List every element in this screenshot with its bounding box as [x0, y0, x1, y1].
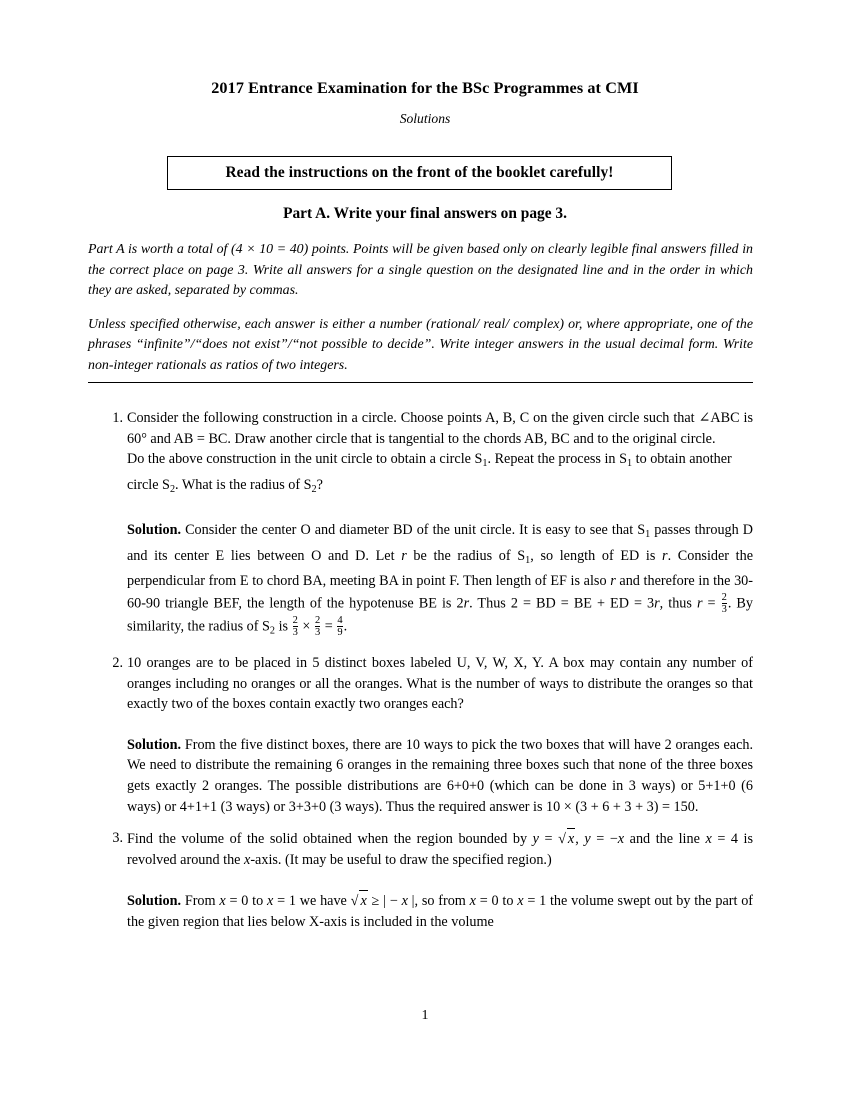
denominator: 9: [337, 627, 343, 639]
math-var: r: [401, 547, 407, 564]
problem-solution-3: [127, 890, 753, 932]
problem-statement-3: [127, 828, 753, 870]
math-var: x: [517, 893, 524, 910]
numerator: 2: [314, 614, 321, 626]
seg: = 0 to: [475, 893, 518, 910]
seg: ×: [298, 618, 314, 635]
seg: . Thus 2 = BD = BE + ED = 3: [469, 595, 655, 612]
numerator: 2: [721, 591, 727, 603]
math-var: x: [244, 851, 251, 868]
problem-number-1: 1.: [112, 410, 123, 426]
subscript: 2: [311, 483, 317, 495]
seg: . Repeat the process in S: [487, 451, 627, 468]
math-var: x: [219, 893, 226, 910]
radical-sign: √: [558, 831, 566, 848]
problem-list: [105, 408, 753, 944]
seg: ?: [316, 476, 323, 493]
math-var: r: [463, 595, 470, 612]
seg: ≥ | −: [367, 893, 402, 910]
seg: .: [343, 618, 348, 635]
seg: , thus: [659, 595, 697, 612]
seg: . Consider the perpendicular from E to chord BA, meeting BA in point F. Then length of EF is also: [127, 547, 753, 589]
numerator: 4: [337, 614, 343, 626]
seg: ,: [575, 831, 585, 848]
seg: =: [538, 831, 559, 848]
denominator: 3: [314, 627, 321, 639]
subscript: 1: [626, 458, 633, 470]
math-var: y: [584, 831, 591, 848]
solution-label: Solution.: [127, 736, 182, 753]
math-var: x: [617, 831, 625, 848]
seg: passes through D and its center E lies between O and D. Let: [127, 522, 754, 564]
denominator: 3: [292, 627, 298, 639]
seg: and therefore in the 30-60-90 triangle BEF, the length of the hypotenuse BE is 2: [127, 573, 753, 612]
math-var: x: [705, 831, 712, 848]
subscript: 2: [169, 483, 176, 495]
math-var: x: [469, 893, 476, 910]
problem-statement-1-text: Consider the following construction in a circle. Choose points A, B, C on the given circle such that ∠ABC is 60° and AB = BC. Draw another circle that is tangential to the chords AB, BC and to the original circle.: [127, 410, 753, 447]
problem-item-2: [105, 653, 753, 817]
solution-label: Solution.: [127, 893, 182, 910]
page-title: 2017 Entrance Examination for the BSc Programmes at CMI: [211, 79, 639, 97]
math-var: r: [696, 595, 703, 612]
radical-sign: √: [350, 893, 359, 910]
problem-statement-2: 10 oranges are to be placed in 5 distinct boxes labeled U, V, W, X, Y. A box may contain any number of oranges including no oranges or all the oranges. What is the number of ways to distribute the oranges so that exactly two of the boxes contain exactly two oranges each?: [127, 655, 753, 713]
instructions-paragraph-2: Unless specified otherwise, each answer is either a number (rational/ real/ complex) or, where appropriate, one of the phrases “infinite”/“does not exist”/“not possible to decide”. Write integer answers in the usual decimal form. Write non-integer rationals as ratios of two integers.: [88, 316, 753, 373]
subscript: 1: [645, 528, 651, 540]
problem-item-3: [105, 828, 753, 932]
math-var: x: [401, 893, 408, 910]
problem-number-3: 3.: [112, 830, 123, 847]
math-var: x: [567, 828, 575, 850]
seg: Find the volume of the solid obtained when the region bounded by: [127, 831, 533, 848]
solution-text: From the five distinct boxes, there are 10 ways to pick the two boxes that will have 2 oranges each. We need to distribute the remaining 6 oranges in the remaining three boxes such that none of the three boxes gets exactly 2 oranges. The possible distributions are 6+0+0 (which can be done in 3 ways) or 5+1+0 (6 ways) or 4+1+1 (3 ways) or 3+3+0 (3 ways). Thus the required answer is 10 × (3 + 6 + 3 + 3) = 150.: [127, 736, 754, 815]
solution-label: Solution.: [127, 522, 182, 539]
seg: Consider the center O and diameter BD of the unit circle. It is easy to see that S: [185, 522, 646, 539]
denominator: 3: [721, 603, 727, 615]
math-var: x: [266, 893, 274, 910]
document-subtitle: Solutions: [399, 111, 451, 126]
seg: to obtain another circle S: [127, 451, 732, 493]
numerator: 2: [292, 614, 298, 626]
problem-solution-2: [127, 735, 753, 817]
seg: Do the above construction in the unit circle to obtain a circle S: [127, 451, 483, 468]
problem-statement-1: [127, 408, 753, 449]
subscript: 1: [482, 458, 488, 470]
seg: be the radius of S: [406, 547, 526, 564]
problem-statement-1b: [127, 449, 753, 500]
seg: =: [321, 618, 337, 635]
subscript: 2: [269, 625, 276, 637]
math-var: x: [359, 890, 367, 912]
problem-item-1: [105, 408, 753, 642]
part-a-heading: Part A. Write your final answers on page 3.: [283, 205, 567, 222]
seg: |, so from: [407, 893, 470, 910]
seg: = 1 we have: [273, 893, 351, 910]
page-number: 1: [421, 1008, 429, 1023]
instruction-notice-text: Read the instructions on the front of the booklet carefully!: [225, 164, 614, 181]
problem-number-2: 2.: [112, 655, 123, 672]
seg: and the line: [624, 831, 706, 848]
problem-solution-1: [127, 520, 753, 642]
seg: From: [184, 893, 220, 910]
seg: . By similarity, the radius of S: [127, 595, 753, 635]
math-var: r: [654, 595, 660, 612]
fraction-two-thirds: [722, 592, 727, 615]
seg: = 1 the volume swept out by the part of the given region that lies below X-axis is included in the volume: [127, 893, 754, 930]
seg: = −: [590, 831, 618, 848]
fraction-four-ninths: [337, 615, 342, 638]
instructions-paragraph-1: Part A is worth a total of (4 × 10 = 40) points. Points will be given based only on clearly legible final answers filled in the correct place on page 3. Write all answers for a single question on the designated line and in the order in which they are asked, separated by commas.: [88, 242, 753, 299]
math-var: r: [610, 573, 616, 589]
math-var: r: [662, 547, 668, 564]
fraction-two-thirds: [293, 615, 298, 638]
math-var: y: [532, 831, 539, 848]
seg: = 4 is revolved around the: [127, 831, 754, 868]
seg: , so length of ED is: [530, 547, 663, 564]
fraction-two-thirds: [315, 615, 320, 638]
instruction-notice-box: [167, 156, 672, 190]
seg: -axis. (It may be useful to draw the specified region.): [250, 851, 552, 868]
seg: is: [275, 618, 292, 635]
seg: . What is the radius of S: [175, 476, 312, 493]
section-divider: [88, 382, 753, 383]
subscript: 1: [525, 554, 531, 566]
seg: = 0 to: [225, 893, 267, 910]
part-a-instructions: [88, 240, 753, 377]
seg: =: [702, 595, 721, 612]
